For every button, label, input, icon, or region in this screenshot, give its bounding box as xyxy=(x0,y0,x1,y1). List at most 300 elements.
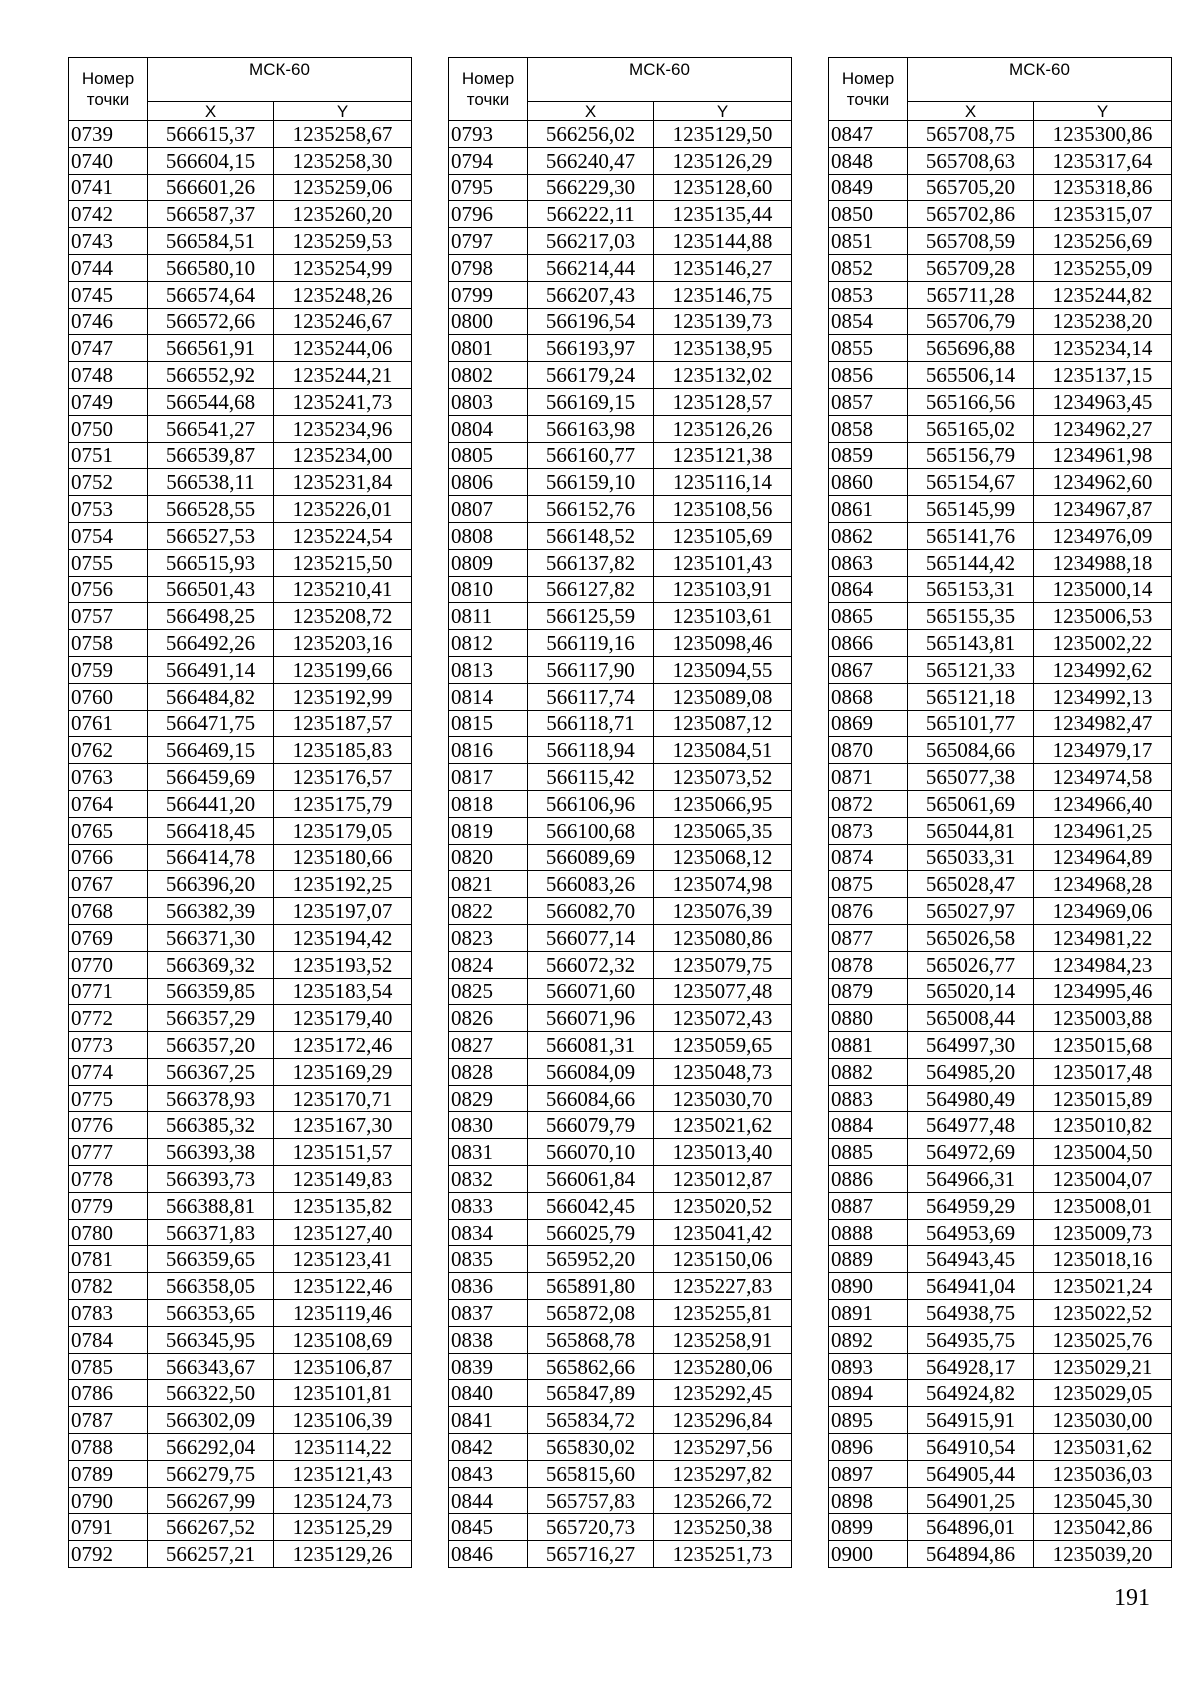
table-row xyxy=(449,790,792,817)
header-coordinate-system: МСК-60 xyxy=(528,58,792,102)
coordinates-table-2 xyxy=(448,57,792,1568)
y-coordinate-cell: 1235020,52 xyxy=(654,1192,792,1219)
x-coordinate-cell: 564997,30 xyxy=(908,1032,1034,1059)
y-coordinate-cell: 1235192,25 xyxy=(274,871,412,898)
point-number-cell: 0849 xyxy=(829,174,908,201)
x-coordinate-cell: 565145,99 xyxy=(908,496,1034,523)
y-coordinate-cell: 1235059,65 xyxy=(654,1032,792,1059)
table-row xyxy=(449,1460,792,1487)
x-coordinate-cell: 565026,58 xyxy=(908,924,1034,951)
x-coordinate-cell: 566378,93 xyxy=(148,1085,274,1112)
x-coordinate-cell: 566115,42 xyxy=(528,764,654,791)
y-coordinate-cell: 1235296,84 xyxy=(654,1407,792,1434)
point-number-cell: 0768 xyxy=(69,898,148,925)
x-coordinate-cell: 565143,81 xyxy=(908,630,1034,657)
x-coordinate-cell: 566117,90 xyxy=(528,656,654,683)
table-body xyxy=(449,121,792,1568)
table-row xyxy=(829,710,1172,737)
x-coordinate-cell: 565506,14 xyxy=(908,362,1034,389)
x-coordinate-cell: 565708,75 xyxy=(908,121,1034,148)
table-row xyxy=(69,844,412,871)
y-coordinate-cell: 1235072,43 xyxy=(654,1005,792,1032)
y-coordinate-cell: 1235084,51 xyxy=(654,737,792,764)
table-row xyxy=(829,1300,1172,1327)
y-coordinate-cell: 1235029,21 xyxy=(1034,1353,1172,1380)
x-coordinate-cell: 566385,32 xyxy=(148,1112,274,1139)
y-coordinate-cell: 1235149,83 xyxy=(274,1166,412,1193)
y-coordinate-cell: 1234979,17 xyxy=(1034,737,1172,764)
table-row xyxy=(829,1541,1172,1568)
y-coordinate-cell: 1235135,82 xyxy=(274,1192,412,1219)
point-number-cell: 0837 xyxy=(449,1300,528,1327)
table-row xyxy=(69,1514,412,1541)
x-coordinate-cell: 565061,69 xyxy=(908,790,1034,817)
table-row xyxy=(829,415,1172,442)
table-row xyxy=(829,1058,1172,1085)
point-number-cell: 0744 xyxy=(69,254,148,281)
table-row xyxy=(69,790,412,817)
point-number-cell: 0759 xyxy=(69,656,148,683)
y-coordinate-cell: 1235089,08 xyxy=(654,683,792,710)
point-number-cell: 0766 xyxy=(69,844,148,871)
y-coordinate-cell: 1235255,81 xyxy=(654,1300,792,1327)
table-row xyxy=(69,1273,412,1300)
point-number-cell: 0810 xyxy=(449,576,528,603)
y-coordinate-cell: 1235250,38 xyxy=(654,1514,792,1541)
y-coordinate-cell: 1235126,26 xyxy=(654,415,792,442)
table-row xyxy=(69,147,412,174)
point-number-cell: 0778 xyxy=(69,1166,148,1193)
y-coordinate-cell: 1235003,88 xyxy=(1034,1005,1172,1032)
point-number-cell: 0831 xyxy=(449,1139,528,1166)
x-coordinate-cell: 564941,04 xyxy=(908,1273,1034,1300)
point-number-cell: 0815 xyxy=(449,710,528,737)
table-row xyxy=(449,1166,792,1193)
table-row xyxy=(829,1085,1172,1112)
table-row xyxy=(449,147,792,174)
y-coordinate-cell: 1235255,09 xyxy=(1034,254,1172,281)
point-number-cell: 0803 xyxy=(449,388,528,415)
point-number-cell: 0843 xyxy=(449,1460,528,1487)
y-coordinate-cell: 1234967,87 xyxy=(1034,496,1172,523)
y-coordinate-cell: 1235259,53 xyxy=(274,228,412,255)
point-number-cell: 0886 xyxy=(829,1166,908,1193)
table-row xyxy=(829,1005,1172,1032)
point-number-cell: 0765 xyxy=(69,817,148,844)
table-body xyxy=(69,121,412,1568)
table-row xyxy=(449,1300,792,1327)
x-coordinate-cell: 564959,29 xyxy=(908,1192,1034,1219)
table-row xyxy=(449,549,792,576)
y-coordinate-cell: 1235300,86 xyxy=(1034,121,1172,148)
x-coordinate-cell: 565166,56 xyxy=(908,388,1034,415)
table-row xyxy=(69,442,412,469)
y-coordinate-cell: 1235068,12 xyxy=(654,844,792,871)
table-row xyxy=(449,683,792,710)
x-coordinate-cell: 566393,38 xyxy=(148,1139,274,1166)
y-coordinate-cell: 1234974,58 xyxy=(1034,764,1172,791)
table-row xyxy=(829,1326,1172,1353)
x-coordinate-cell: 566471,75 xyxy=(148,710,274,737)
x-coordinate-cell: 566345,95 xyxy=(148,1326,274,1353)
x-coordinate-cell: 565708,59 xyxy=(908,228,1034,255)
x-coordinate-cell: 566257,21 xyxy=(148,1541,274,1568)
x-coordinate-cell: 565891,80 xyxy=(528,1273,654,1300)
x-coordinate-cell: 565868,78 xyxy=(528,1326,654,1353)
point-number-cell: 0869 xyxy=(829,710,908,737)
x-coordinate-cell: 564985,20 xyxy=(908,1058,1034,1085)
point-number-cell: 0794 xyxy=(449,147,528,174)
y-coordinate-cell: 1235224,54 xyxy=(274,522,412,549)
y-coordinate-cell: 1235129,26 xyxy=(274,1541,412,1568)
y-coordinate-cell: 1235183,54 xyxy=(274,978,412,1005)
table-row xyxy=(829,549,1172,576)
point-number-cell: 0807 xyxy=(449,496,528,523)
x-coordinate-cell: 566082,70 xyxy=(528,898,654,925)
point-number-cell: 0758 xyxy=(69,630,148,657)
point-number-cell: 0851 xyxy=(829,228,908,255)
point-number-cell: 0747 xyxy=(69,335,148,362)
x-coordinate-cell: 565077,38 xyxy=(908,764,1034,791)
y-coordinate-cell: 1235172,46 xyxy=(274,1032,412,1059)
x-coordinate-cell: 566469,15 xyxy=(148,737,274,764)
table-row xyxy=(69,898,412,925)
table-row xyxy=(829,1139,1172,1166)
x-coordinate-cell: 565121,18 xyxy=(908,683,1034,710)
point-number-cell: 0791 xyxy=(69,1514,148,1541)
table-row xyxy=(449,924,792,951)
table-row xyxy=(449,1246,792,1273)
table-row xyxy=(449,496,792,523)
x-coordinate-cell: 564943,45 xyxy=(908,1246,1034,1273)
y-coordinate-cell: 1235234,14 xyxy=(1034,335,1172,362)
x-coordinate-cell: 565155,35 xyxy=(908,603,1034,630)
point-number-cell: 0804 xyxy=(449,415,528,442)
point-number-cell: 0811 xyxy=(449,603,528,630)
y-coordinate-cell: 1235138,95 xyxy=(654,335,792,362)
point-number-cell: 0740 xyxy=(69,147,148,174)
y-coordinate-cell: 1235194,42 xyxy=(274,924,412,951)
x-coordinate-cell: 566229,30 xyxy=(528,174,654,201)
x-coordinate-cell: 566119,16 xyxy=(528,630,654,657)
point-number-cell: 0848 xyxy=(829,147,908,174)
x-coordinate-cell: 566358,05 xyxy=(148,1273,274,1300)
y-coordinate-cell: 1235017,48 xyxy=(1034,1058,1172,1085)
table-row xyxy=(449,978,792,1005)
x-coordinate-cell: 566601,26 xyxy=(148,174,274,201)
y-coordinate-cell: 1235030,70 xyxy=(654,1085,792,1112)
page-number: 191 xyxy=(1114,1585,1150,1611)
table-row xyxy=(829,764,1172,791)
x-coordinate-cell: 566127,82 xyxy=(528,576,654,603)
x-coordinate-cell: 565101,77 xyxy=(908,710,1034,737)
x-coordinate-cell: 566071,96 xyxy=(528,1005,654,1032)
point-number-cell: 0844 xyxy=(449,1487,528,1514)
x-coordinate-cell: 566061,84 xyxy=(528,1166,654,1193)
table-row xyxy=(829,1273,1172,1300)
x-coordinate-cell: 566491,14 xyxy=(148,656,274,683)
point-number-cell: 0834 xyxy=(449,1219,528,1246)
point-number-cell: 0867 xyxy=(829,656,908,683)
y-coordinate-cell: 1235167,30 xyxy=(274,1112,412,1139)
table-row xyxy=(829,1514,1172,1541)
x-coordinate-cell: 566615,37 xyxy=(148,121,274,148)
table-row xyxy=(829,1032,1172,1059)
y-coordinate-cell: 1235146,75 xyxy=(654,281,792,308)
table-row xyxy=(69,1058,412,1085)
table-row xyxy=(829,737,1172,764)
table-row xyxy=(449,764,792,791)
y-coordinate-cell: 1235297,56 xyxy=(654,1434,792,1461)
x-coordinate-cell: 566169,15 xyxy=(528,388,654,415)
x-coordinate-cell: 566371,83 xyxy=(148,1219,274,1246)
x-coordinate-cell: 565696,88 xyxy=(908,335,1034,362)
table-row xyxy=(449,228,792,255)
point-number-cell: 0783 xyxy=(69,1300,148,1327)
y-coordinate-cell: 1235317,64 xyxy=(1034,147,1172,174)
table-row xyxy=(449,335,792,362)
y-coordinate-cell: 1234963,45 xyxy=(1034,388,1172,415)
table-row xyxy=(69,710,412,737)
x-coordinate-cell: 566072,32 xyxy=(528,951,654,978)
point-number-cell: 0751 xyxy=(69,442,148,469)
y-coordinate-cell: 1235015,68 xyxy=(1034,1032,1172,1059)
x-coordinate-cell: 566459,69 xyxy=(148,764,274,791)
y-coordinate-cell: 1235234,96 xyxy=(274,415,412,442)
x-coordinate-cell: 565706,79 xyxy=(908,308,1034,335)
table-row xyxy=(449,442,792,469)
point-number-cell: 0887 xyxy=(829,1192,908,1219)
point-number-cell: 0883 xyxy=(829,1085,908,1112)
y-coordinate-cell: 1235146,27 xyxy=(654,254,792,281)
table-row xyxy=(69,388,412,415)
y-coordinate-cell: 1234992,13 xyxy=(1034,683,1172,710)
x-coordinate-cell: 566071,60 xyxy=(528,978,654,1005)
point-number-cell: 0761 xyxy=(69,710,148,737)
point-number-cell: 0878 xyxy=(829,951,908,978)
y-coordinate-cell: 1235009,73 xyxy=(1034,1219,1172,1246)
y-coordinate-cell: 1235266,72 xyxy=(654,1487,792,1514)
point-number-cell: 0798 xyxy=(449,254,528,281)
x-coordinate-cell: 566118,71 xyxy=(528,710,654,737)
y-coordinate-cell: 1235030,00 xyxy=(1034,1407,1172,1434)
y-coordinate-cell: 1235098,46 xyxy=(654,630,792,657)
point-number-cell: 0827 xyxy=(449,1032,528,1059)
point-number-cell: 0776 xyxy=(69,1112,148,1139)
y-coordinate-cell: 1235297,82 xyxy=(654,1460,792,1487)
y-coordinate-cell: 1235231,84 xyxy=(274,469,412,496)
y-coordinate-cell: 1235129,50 xyxy=(654,121,792,148)
table-row xyxy=(449,254,792,281)
table-row xyxy=(449,737,792,764)
y-coordinate-cell: 1235150,06 xyxy=(654,1246,792,1273)
point-number-cell: 0830 xyxy=(449,1112,528,1139)
header-coordinate-system: МСК-60 xyxy=(908,58,1172,102)
x-coordinate-cell: 564915,91 xyxy=(908,1407,1034,1434)
table-row xyxy=(69,1139,412,1166)
point-number-cell: 0739 xyxy=(69,121,148,148)
x-coordinate-cell: 565044,81 xyxy=(908,817,1034,844)
point-number-cell: 0797 xyxy=(449,228,528,255)
point-number-cell: 0773 xyxy=(69,1032,148,1059)
header-point-number: Номер точки xyxy=(69,58,148,121)
point-number-cell: 0826 xyxy=(449,1005,528,1032)
table-row xyxy=(69,603,412,630)
x-coordinate-cell: 564972,69 xyxy=(908,1139,1034,1166)
y-coordinate-cell: 1234981,22 xyxy=(1034,924,1172,951)
table-row xyxy=(69,656,412,683)
x-coordinate-cell: 565028,47 xyxy=(908,871,1034,898)
table-row xyxy=(69,871,412,898)
table-row xyxy=(449,1058,792,1085)
header-point-number: Номер точки xyxy=(449,58,528,121)
table-row xyxy=(69,1112,412,1139)
point-number-cell: 0896 xyxy=(829,1434,908,1461)
table-row xyxy=(69,1380,412,1407)
x-coordinate-cell: 565720,73 xyxy=(528,1514,654,1541)
y-coordinate-cell: 1235137,15 xyxy=(1034,362,1172,389)
table-row xyxy=(449,201,792,228)
point-number-cell: 0845 xyxy=(449,1514,528,1541)
point-number-cell: 0814 xyxy=(449,683,528,710)
y-coordinate-cell: 1235004,07 xyxy=(1034,1166,1172,1193)
x-coordinate-cell: 566256,02 xyxy=(528,121,654,148)
table-row xyxy=(69,951,412,978)
x-coordinate-cell: 566367,25 xyxy=(148,1058,274,1085)
x-coordinate-cell: 566025,79 xyxy=(528,1219,654,1246)
table-row xyxy=(829,388,1172,415)
x-coordinate-cell: 564935,75 xyxy=(908,1326,1034,1353)
x-coordinate-cell: 566539,87 xyxy=(148,442,274,469)
table-row xyxy=(829,1192,1172,1219)
table-row xyxy=(69,1192,412,1219)
x-coordinate-cell: 566106,96 xyxy=(528,790,654,817)
x-coordinate-cell: 565027,97 xyxy=(908,898,1034,925)
table-row xyxy=(829,871,1172,898)
coordinates-table-1 xyxy=(68,57,412,1568)
table-row xyxy=(829,281,1172,308)
table-row xyxy=(69,362,412,389)
table-row xyxy=(449,656,792,683)
x-coordinate-cell: 564977,48 xyxy=(908,1112,1034,1139)
table-row xyxy=(449,1514,792,1541)
point-number-cell: 0871 xyxy=(829,764,908,791)
table-row xyxy=(449,1112,792,1139)
point-number-cell: 0785 xyxy=(69,1353,148,1380)
y-coordinate-cell: 1235193,52 xyxy=(274,951,412,978)
table-row xyxy=(69,978,412,1005)
x-coordinate-cell: 566388,81 xyxy=(148,1192,274,1219)
point-number-cell: 0873 xyxy=(829,817,908,844)
table-row xyxy=(69,1166,412,1193)
x-coordinate-cell: 564980,49 xyxy=(908,1085,1034,1112)
table-row xyxy=(69,1326,412,1353)
y-coordinate-cell: 1234968,28 xyxy=(1034,871,1172,898)
y-coordinate-cell: 1234982,47 xyxy=(1034,710,1172,737)
point-number-cell: 0792 xyxy=(69,1541,148,1568)
point-number-cell: 0823 xyxy=(449,924,528,951)
y-coordinate-cell: 1235076,39 xyxy=(654,898,792,925)
point-number-cell: 0876 xyxy=(829,898,908,925)
table-row xyxy=(829,469,1172,496)
point-number-cell: 0889 xyxy=(829,1246,908,1273)
table-row xyxy=(829,898,1172,925)
point-number-cell: 0746 xyxy=(69,308,148,335)
header-y: Y xyxy=(1034,102,1172,121)
x-coordinate-cell: 566359,65 xyxy=(148,1246,274,1273)
table-row xyxy=(69,1541,412,1568)
point-number-cell: 0767 xyxy=(69,871,148,898)
table-row xyxy=(829,844,1172,871)
point-number-cell: 0796 xyxy=(449,201,528,228)
x-coordinate-cell: 566217,03 xyxy=(528,228,654,255)
y-coordinate-cell: 1235280,06 xyxy=(654,1353,792,1380)
point-number-cell: 0777 xyxy=(69,1139,148,1166)
table-row xyxy=(449,281,792,308)
x-coordinate-cell: 564910,54 xyxy=(908,1434,1034,1461)
table-row xyxy=(69,1219,412,1246)
y-coordinate-cell: 1235244,21 xyxy=(274,362,412,389)
table-row xyxy=(449,1434,792,1461)
x-coordinate-cell: 566118,94 xyxy=(528,737,654,764)
table-body xyxy=(829,121,1172,1568)
x-coordinate-cell: 566357,29 xyxy=(148,1005,274,1032)
x-coordinate-cell: 566081,31 xyxy=(528,1032,654,1059)
y-coordinate-cell: 1235018,16 xyxy=(1034,1246,1172,1273)
x-coordinate-cell: 564953,69 xyxy=(908,1219,1034,1246)
y-coordinate-cell: 1235121,43 xyxy=(274,1460,412,1487)
table-row xyxy=(69,737,412,764)
point-number-cell: 0890 xyxy=(829,1273,908,1300)
point-number-cell: 0825 xyxy=(449,978,528,1005)
header-y: Y xyxy=(274,102,412,121)
table-row xyxy=(69,630,412,657)
x-coordinate-cell: 564905,44 xyxy=(908,1460,1034,1487)
point-number-cell: 0754 xyxy=(69,522,148,549)
header-x: X xyxy=(148,102,274,121)
table-row xyxy=(69,201,412,228)
point-number-cell: 0762 xyxy=(69,737,148,764)
y-coordinate-cell: 1234964,89 xyxy=(1034,844,1172,871)
table-row xyxy=(829,978,1172,1005)
point-number-cell: 0893 xyxy=(829,1353,908,1380)
header-coordinate-system: МСК-60 xyxy=(148,58,412,102)
y-coordinate-cell: 1235122,46 xyxy=(274,1273,412,1300)
table-row xyxy=(449,817,792,844)
table-row xyxy=(829,1246,1172,1273)
table-row xyxy=(449,603,792,630)
x-coordinate-cell: 566484,82 xyxy=(148,683,274,710)
x-coordinate-cell: 566148,52 xyxy=(528,522,654,549)
y-coordinate-cell: 1234988,18 xyxy=(1034,549,1172,576)
y-coordinate-cell: 1234969,06 xyxy=(1034,898,1172,925)
point-number-cell: 0757 xyxy=(69,603,148,630)
y-coordinate-cell: 1235025,76 xyxy=(1034,1326,1172,1353)
x-coordinate-cell: 566152,76 xyxy=(528,496,654,523)
x-coordinate-cell: 566552,92 xyxy=(148,362,274,389)
x-coordinate-cell: 566137,82 xyxy=(528,549,654,576)
point-number-cell: 0857 xyxy=(829,388,908,415)
point-number-cell: 0745 xyxy=(69,281,148,308)
header-y: Y xyxy=(654,102,792,121)
y-coordinate-cell: 1235169,29 xyxy=(274,1058,412,1085)
x-coordinate-cell: 565815,60 xyxy=(528,1460,654,1487)
point-number-cell: 0787 xyxy=(69,1407,148,1434)
x-coordinate-cell: 566279,75 xyxy=(148,1460,274,1487)
table-row xyxy=(829,496,1172,523)
y-coordinate-cell: 1234966,40 xyxy=(1034,790,1172,817)
y-coordinate-cell: 1235080,86 xyxy=(654,924,792,951)
